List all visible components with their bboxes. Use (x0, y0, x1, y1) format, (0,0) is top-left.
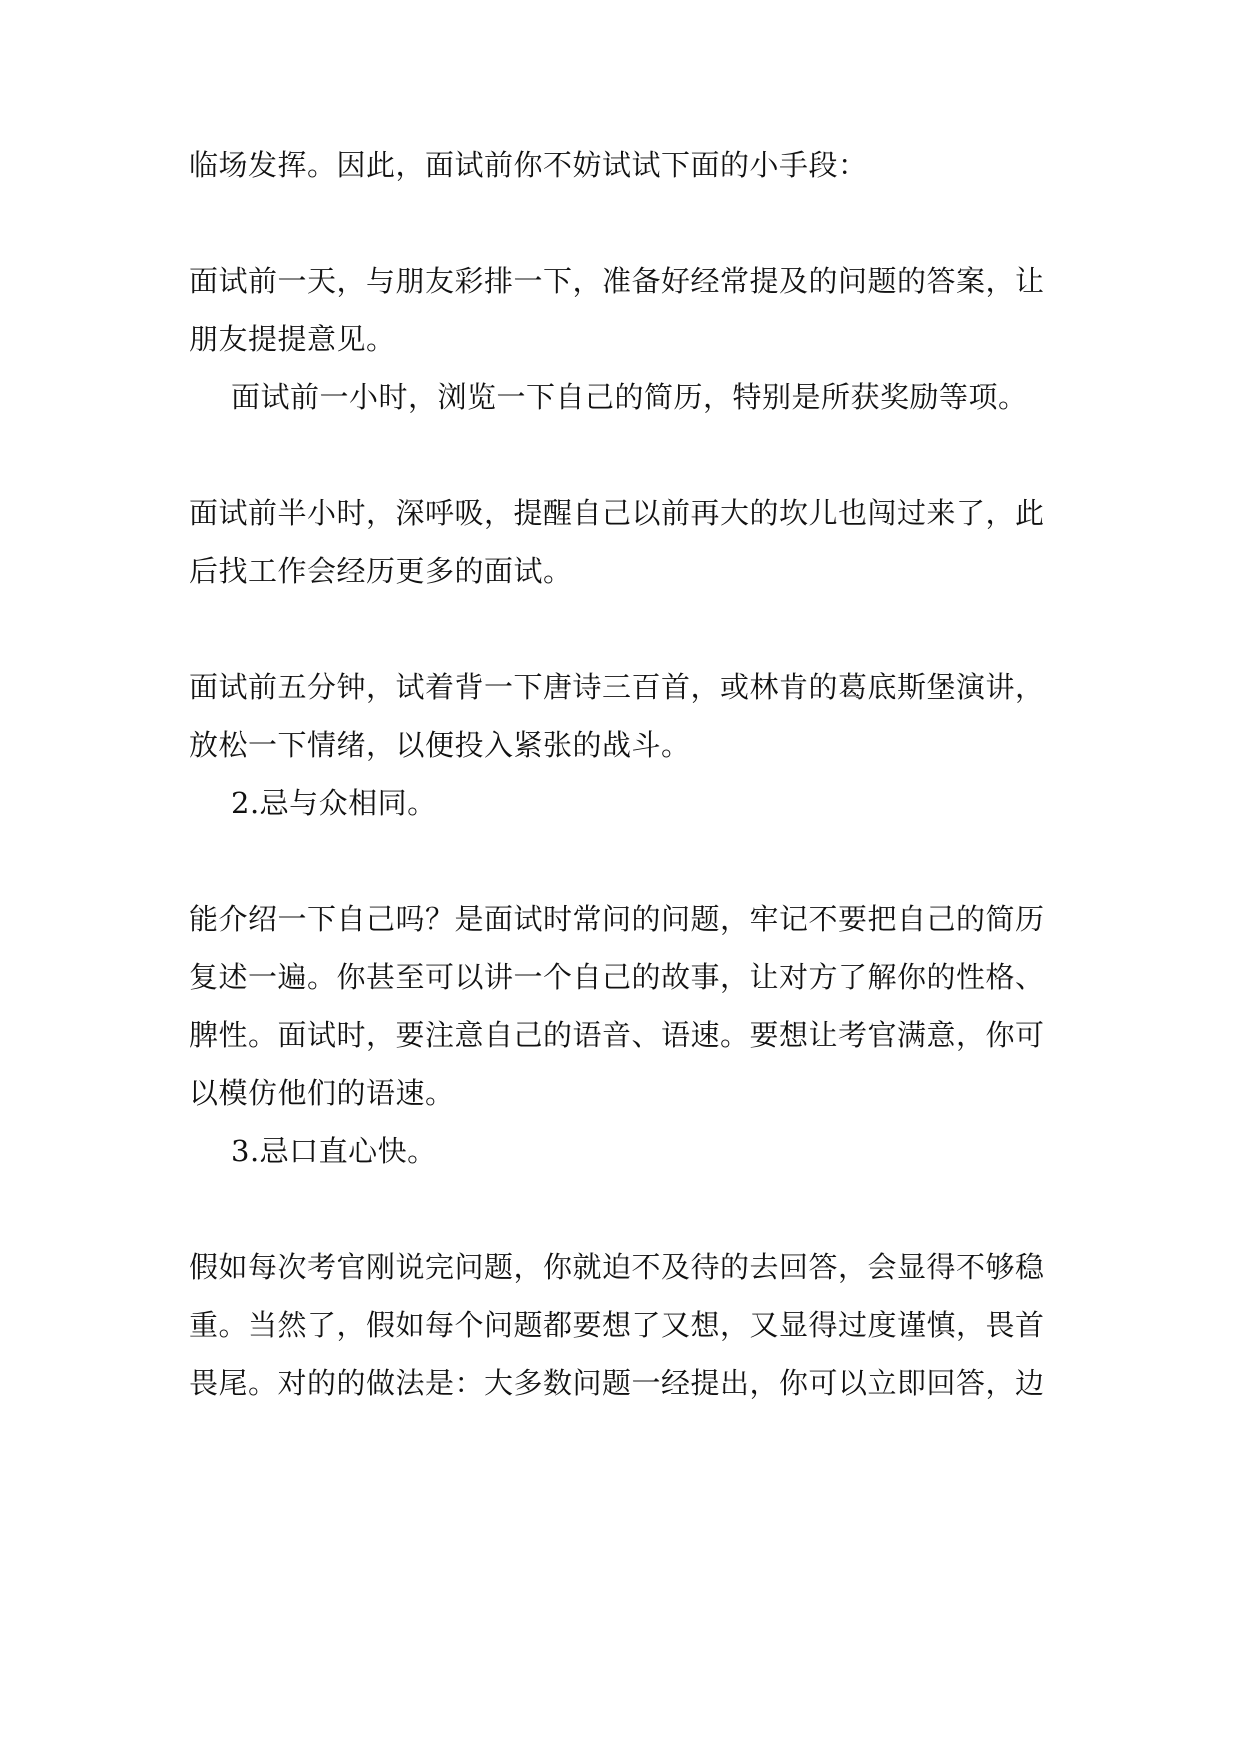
text-line-3: 朋友提提意见。 (189, 322, 396, 356)
section-heading-2: 2.忌与众相同。 (231, 786, 437, 820)
text-line-4: 面试前一小时，浏览一下自己的简历，特别是所获奖励等项。 (231, 380, 1028, 414)
text-line-6: 后找工作会经历更多的面试。 (189, 554, 573, 588)
text-line-9: 能介绍一下自己吗？是面试时常问的问题，牢记不要把自己的简历 (189, 902, 1045, 936)
text-line-8: 放松一下情绪，以便投入紧张的战斗。 (189, 728, 691, 762)
text-line-12: 以模仿他们的语速。 (189, 1076, 455, 1110)
text-line-11: 脾性。面试时，要注意自己的语音、语速。要想让考官满意，你可 (189, 1018, 1045, 1052)
section-heading-3: 3.忌口直心快。 (231, 1134, 437, 1168)
text-line-1: 临场发挥。因此，面试前你不妨试试下面的小手段： (189, 148, 868, 182)
text-line-13: 假如每次考官刚说完问题，你就迫不及待的去回答，会显得不够稳 (189, 1250, 1045, 1284)
text-line-7: 面试前五分钟，试着背一下唐诗三百首，或林肯的葛底斯堡演讲， (189, 670, 1045, 704)
text-line-5: 面试前半小时，深呼吸，提醒自己以前再大的坎儿也闯过来了，此 (189, 496, 1045, 530)
text-line-10: 复述一遍。你甚至可以讲一个自己的故事，让对方了解你的性格、 (189, 960, 1045, 994)
text-line-14: 重。当然了，假如每个问题都要想了又想，又显得过度谨慎，畏首 (189, 1308, 1045, 1342)
text-line-15: 畏尾。对的的做法是：大多数问题一经提出，你可以立即回答，边 (189, 1366, 1045, 1400)
text-line-2: 面试前一天，与朋友彩排一下，准备好经常提及的问题的答案，让 (189, 264, 1045, 298)
